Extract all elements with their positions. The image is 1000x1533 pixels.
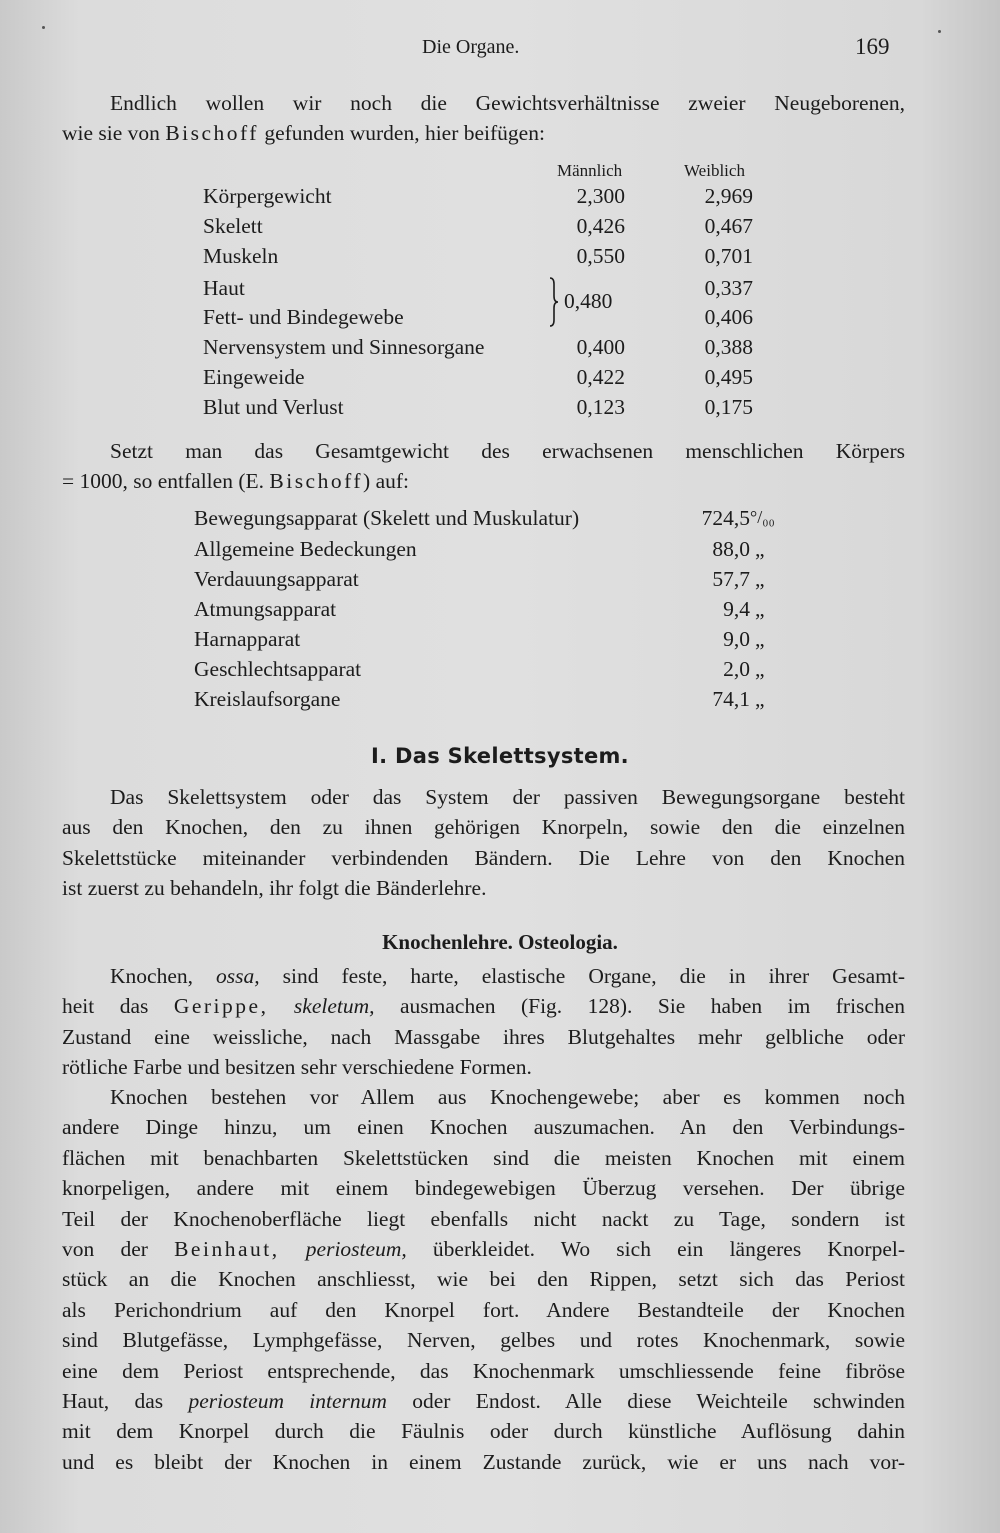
paper-speck [938,30,941,33]
text-line: eine dem Periost entsprechende, das Knochenmark umschliessende feine fibröse [62,1358,905,1383]
text-line: Knochen, ossa, sind feste, harte, elastische Organe, die in ihrer Gesamt- [110,964,905,988]
column-header-female: Weiblich [684,161,745,180]
column-header-male: Männlich [557,161,623,180]
paper-speck [42,26,45,29]
section-heading: I. Das Skelettsystem. [371,744,629,768]
text-line: aus den Knochen, den zu ihnen gehörigen Knorpeln, sowie den die einzelnen [62,815,905,840]
adult-paragraph [62,436,905,497]
book-page: Die Organe. 169 Endlich wollen wir noch die Gewichtsverhältnisse zweier Neugeborenen, wie sie von Bischoff gefunden wurden, hier beifügen: Männlich Weiblich Körpergewicht 2,300 2,969 Skelett 0,426 0,467 Muskeln 0,550 0,701 Haut 0,337 Fett- und Bindegewebe 0,406 0,480 Nervensystem und Sinnesorgane 0,400 0,388 Eingeweide 0,422 0,495 Blut und Verlust 0,123 0,175 Setzt man das Gesamtgewicht des erwachsenen menschlichen Körpers = 1000, so entfallen (E. Bischoff) auf: Bewegungsapparat (Skelett und Muskulatur) 724,5 °/₀₀ Allgemeine Bedeckungen 88,0 „ Verdauungsapparat 57,7 „ Atmungsapparat 9,4 „ Harnapparat 9,0 „ Geschlechtsapparat 2,0 „ Kreislaufsorgane 74,1 „ I. Das Skelettsystem. Das Skelettsystem oder das System der passiven Bewegungsorgane besteht aus den Knochen, den zu ihnen gehörigen Knorpeln, sowie den die einzelnen Skelettstücke miteinander verbindenden Bändern. Die Lehre von den Knochen ist zuerst zu behandeln, ihr folgt die Bänderlehre. Knochenlehre. Osteologia. Knochen, ossa, sind feste, harte, elastische Organe, die in ihrer Gesamt- heit das Gerippe, skeletum, ausmachen (Fig. 128). Sie haben im frischen Zustand eine weissliche, nach Massgabe ihres Blutgehaltes mehr gelbliche oder rötliche Farbe und besitzen sehr verschiedene Formen. Knochen bestehen vor Allem aus Knochengewebe; aber es kommen noch andere Dinge hinzu, um einen Knochen auszumachen. An den Verbindungs- flächen mit benachbarten Skelettstücken sind die meisten Knochen mit einem knorpeligen, andere mit einem bindegewebigen Überzug versehen. Der übrige Teil der Knochenoberfläche liegt ebenfalls nicht nackt zu Tage, sondern ist von der Beinhaut, periosteum, überkleidet. Wo sich ein längeres Knorpel- stück an die Knochen anschliesst, wie bei den Rippen, setzt sich das Periost als Perichondrium auf den Knorpel fort. Andere Bestandteile der Knochen sind Blutgefässe, Lymphgefässe, Nerven, gelbes und rotes Knochenmark, sowie eine dem Periost entsprechende, das Knochenmark umschliessende feine fibröse Haut, das periosteum internum oder Endost. Alle diese Weichteile schwinden mit dem Knorpel durch die Fäulnis oder durch künstliche Auflösung dahin und es bleibt der Knochen in einem Zustande zurück, wie er uns nach vor- [0,0,1000,1533]
text-line: Zustand eine weissliche, nach Massgabe ihres Blutgehaltes mehr gelbliche oder [62,1024,905,1049]
text-line: und es bleibt der Knochen in einem Zustande zurück, wie er uns nach vor- [62,1449,905,1474]
text-line: rötliche Farbe und besitzen sehr verschiedene Formen. [62,1055,532,1080]
text-line: Haut, das periosteum internum oder Endost. Alle diese Weichteile schwinden [62,1389,905,1414]
page-number: 169 [855,34,890,59]
page-header [0,36,1000,66]
text-line: knorpeligen, andere mit einem bindegewebigen Überzug versehen. Der übrige [62,1176,905,1201]
text-line: Knochen bestehen vor Allem aus Knochengewebe; aber es kommen noch [110,1085,905,1109]
text-line: Teil der Knochenoberfläche liegt ebenfalls nicht nackt zu Tage, sondern ist [62,1206,905,1231]
text-line: Skelettstücke miteinander verbindenden Bändern. Die Lehre von den Knochen [62,845,905,870]
text-line: flächen mit benachbarten Skelettstücken sind die meisten Knochen mit einem [62,1145,905,1170]
adult-line-2: = 1000, so entfallen (E. Bischoff) auf: [62,469,409,494]
adult-line-1: Setzt man das Gesamtgewicht des erwachsenen menschlichen Körpers [110,439,905,463]
text-line: heit das Gerippe, skeletum, ausmachen (Fig. 128). Sie haben im frischen [62,994,906,1019]
tissue-paragraph [62,1082,905,1477]
sub-heading: Knochenlehre. Osteologia. [382,930,618,954]
running-title: Die Organe. [422,36,520,58]
text-line: stück an die Knochen anschliesst, wie bei den Rippen, setzt sich das Periost [62,1267,905,1292]
text-line: als Perichondrium auf den Knorpel fort. Andere Bestandteile der Knochen [62,1297,905,1322]
text-line: andere Dinge hinzu, um einen Knochen auszumachen. An den Verbindungs- [62,1115,905,1140]
braced-male-value: 0,480 [564,289,613,313]
skeleton-paragraph [62,782,905,904]
bones-paragraph [62,961,905,1083]
intro-line-2: wie sie von Bischoff gefunden wurden, hier beifügen: [62,121,545,146]
text-line: Das Skelettsystem oder das System der passiven Bewegungsorgane besteht [110,785,905,809]
text-line: ist zuerst zu behandeln, ihr folgt die Bänderlehre. [62,876,487,901]
intro-paragraph [62,88,905,149]
curly-brace-icon [548,276,558,328]
intro-line-1: Endlich wollen wir noch die Gewichtsverhältnisse zweier Neugeborenen, [110,91,905,115]
text-line: von der Beinhaut, periosteum, überkleidet. Wo sich ein längeres Knorpel- [62,1237,906,1262]
text-line: sind Blutgefässe, Lymphgefässe, Nerven, gelbes und rotes Knochenmark, sowie [62,1328,905,1353]
text-line: mit dem Knorpel durch die Fäulnis oder durch künstliche Auflösung dahin [62,1419,905,1444]
